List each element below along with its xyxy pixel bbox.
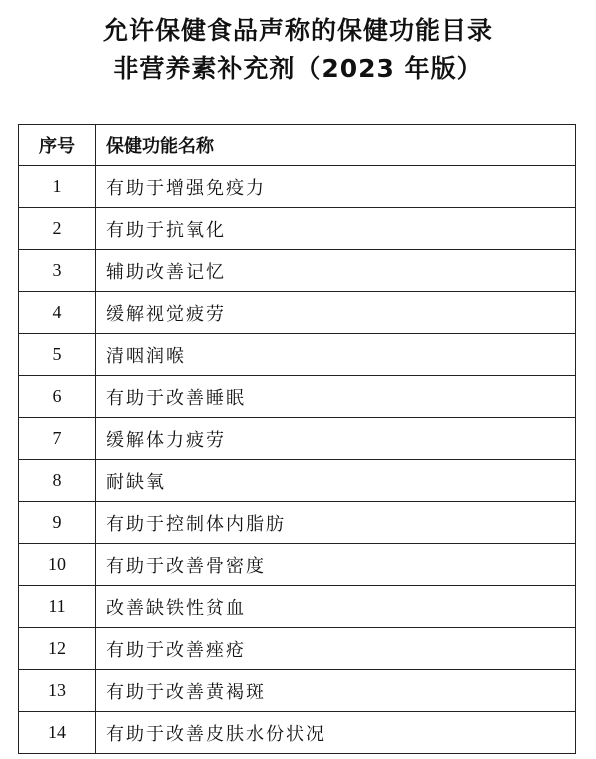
row-number: 13	[19, 670, 96, 712]
row-number: 11	[19, 586, 96, 628]
row-number: 5	[19, 334, 96, 376]
function-name: 缓解体力疲劳	[96, 418, 576, 460]
function-name: 有助于改善睡眠	[96, 376, 576, 418]
row-number: 12	[19, 628, 96, 670]
table-row	[19, 250, 576, 292]
header-serial-number: 序号	[19, 125, 96, 166]
function-name: 有助于控制体内脂肪	[96, 502, 576, 544]
row-number: 14	[19, 712, 96, 754]
function-name: 缓解视觉疲劳	[96, 292, 576, 334]
function-name: 耐缺氧	[96, 460, 576, 502]
table-row	[19, 628, 576, 670]
title-line-2: 非营养素补充剂（2023 年版）	[113, 54, 483, 83]
function-name: 有助于抗氧化	[96, 208, 576, 250]
function-name: 有助于改善骨密度	[96, 544, 576, 586]
row-number: 3	[19, 250, 96, 292]
row-number: 8	[19, 460, 96, 502]
table-row	[19, 544, 576, 586]
row-number: 2	[19, 208, 96, 250]
function-name: 有助于改善黄褐斑	[96, 670, 576, 712]
title-line-1: 允许保健食品声称的保健功能目录	[102, 16, 493, 45]
table-row	[19, 502, 576, 544]
table-row	[19, 586, 576, 628]
table-row	[19, 166, 576, 208]
row-number: 1	[19, 166, 96, 208]
row-number: 7	[19, 418, 96, 460]
table-row	[19, 418, 576, 460]
table-row	[19, 334, 576, 376]
header-function-name: 保健功能名称	[96, 125, 576, 166]
row-number: 6	[19, 376, 96, 418]
function-name: 辅助改善记忆	[96, 250, 576, 292]
table-row	[19, 670, 576, 712]
function-name: 有助于增强免疫力	[96, 166, 576, 208]
function-name: 清咽润喉	[96, 334, 576, 376]
row-number: 10	[19, 544, 96, 586]
row-number: 9	[19, 502, 96, 544]
function-name: 有助于改善痤疮	[96, 628, 576, 670]
document-title	[0, 12, 596, 88]
table-row	[19, 460, 576, 502]
table-row	[19, 208, 576, 250]
function-name: 有助于改善皮肤水份状况	[96, 712, 576, 754]
table-header-row	[19, 125, 576, 166]
row-number: 4	[19, 292, 96, 334]
table-row	[19, 712, 576, 754]
table-row	[19, 376, 576, 418]
health-function-table	[18, 124, 576, 754]
function-name: 改善缺铁性贫血	[96, 586, 576, 628]
table-row	[19, 292, 576, 334]
